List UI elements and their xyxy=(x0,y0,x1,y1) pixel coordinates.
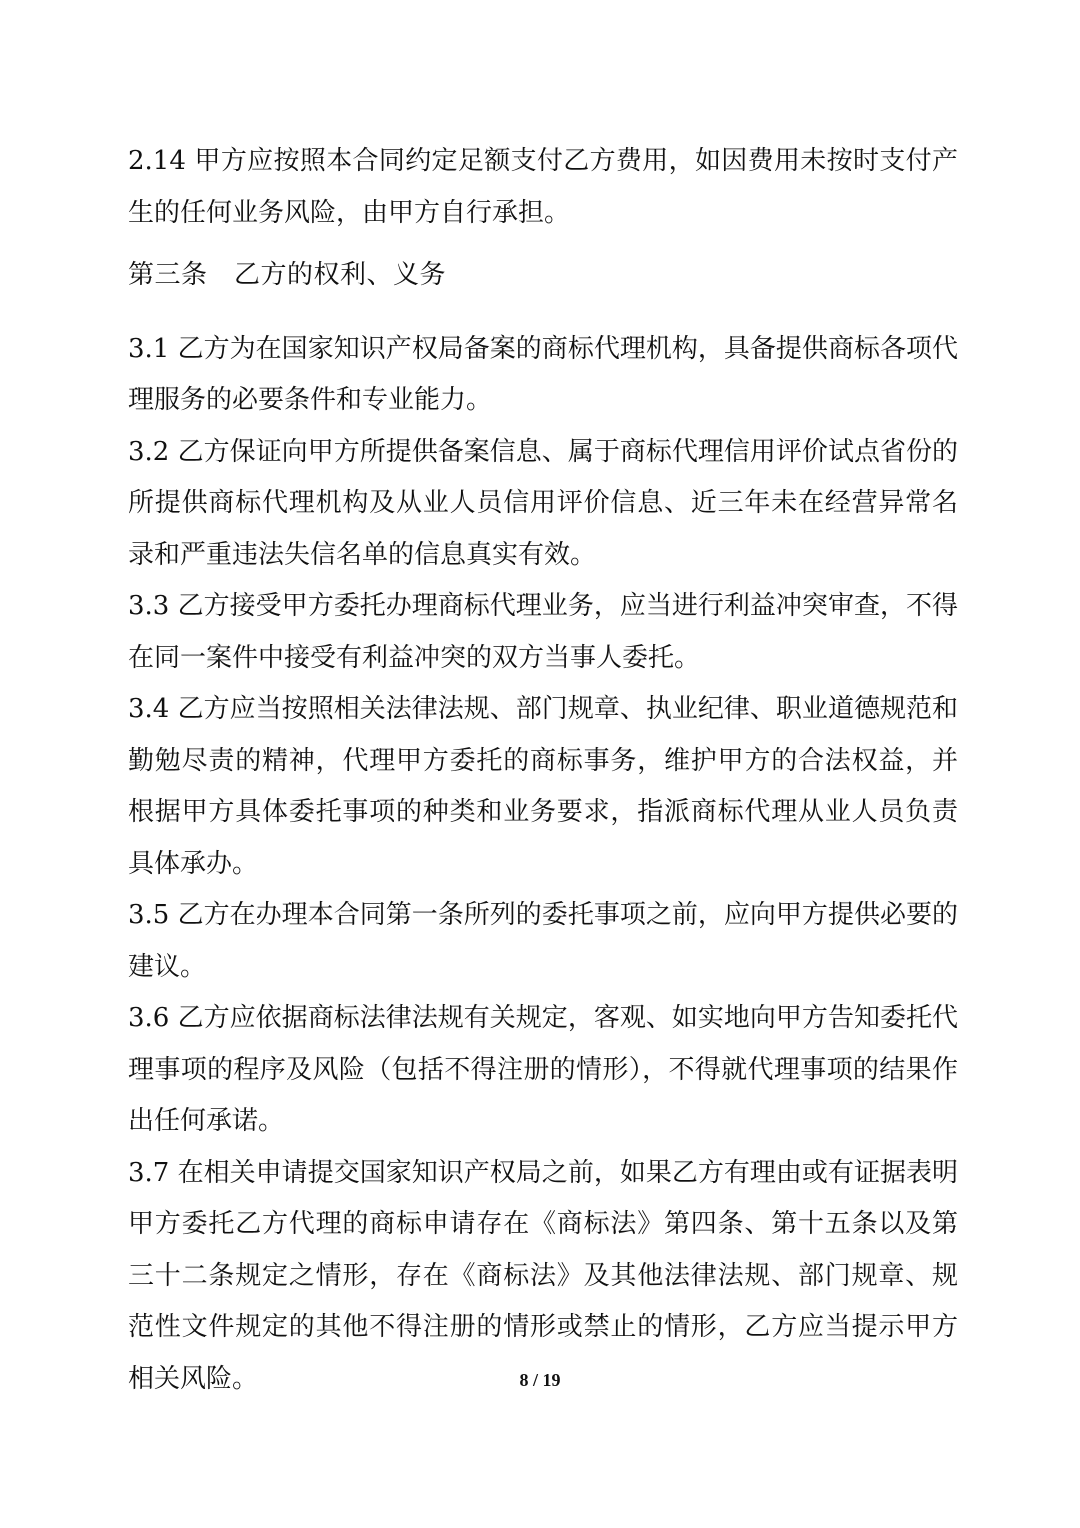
clause-3-6: 3.6 乙方应依据商标法律法规有关规定，客观、如实地向甲方告知委托代理事项的程序及风险（包括不得注册的情形），不得就代理事项的结果作出任何承诺。 xyxy=(128,1003,958,1136)
spacer xyxy=(128,313,958,324)
section-heading: 第三条 乙方的权利、义务 xyxy=(128,260,447,290)
page-number: 8 / 19 xyxy=(519,1370,561,1390)
clause-3-1: 3.1 乙方为在国家知识产权局备案的商标代理机构，具备提供商标各项代理服务的必要条件和专业能力。 xyxy=(128,333,958,415)
clause-3-2: 3.2 乙方保证向甲方所提供备案信息、属于商标代理信用评价试点省份的所提供商标代理机构及从业人员信用评价信息、近三年未在经营异常名录和严重违法失信名单的信息真实有效。 xyxy=(128,436,958,570)
clause-3-5: 3.5 乙方在办理本合同第一条所列的委托事项之前，应向甲方提供必要的建议。 xyxy=(128,900,958,982)
clause-3-7: 3.7 在相关申请提交国家知识产权局之前，如果乙方有理由或有证据表明甲方委托乙方代理的商标申请存在《商标法》第四条、第十五条以及第三十二条规定之情形，存在《商标法》及其他法律法规、部门规章、规范性文件规定的其他不得注册的情形或禁止的情形，乙方应当提示甲方相关风险。 xyxy=(128,1157,958,1394)
paragraph-2-14: 2.14 甲方应按照本合同约定足额支付乙方费用，如因费用未按时支付产生的任何业务风险，由甲方自行承担。 xyxy=(128,146,958,228)
clause-3-3: 3.3 乙方接受甲方委托办理商标代理业务，应当进行利益冲突审查，不得在同一案件中接受有利益冲突的双方当事人委托。 xyxy=(128,591,958,673)
clause-3-4: 3.4 乙方应当按照相关法律法规、部门规章、执业纪律、职业道德规范和勤勉尽责的精神，代理甲方委托的商标事务，维护甲方的合法权益，并根据甲方具体委托事项的种类和业务要求，指派商标代理从业人员负责具体承办。 xyxy=(128,694,958,879)
document-body xyxy=(128,136,958,1405)
